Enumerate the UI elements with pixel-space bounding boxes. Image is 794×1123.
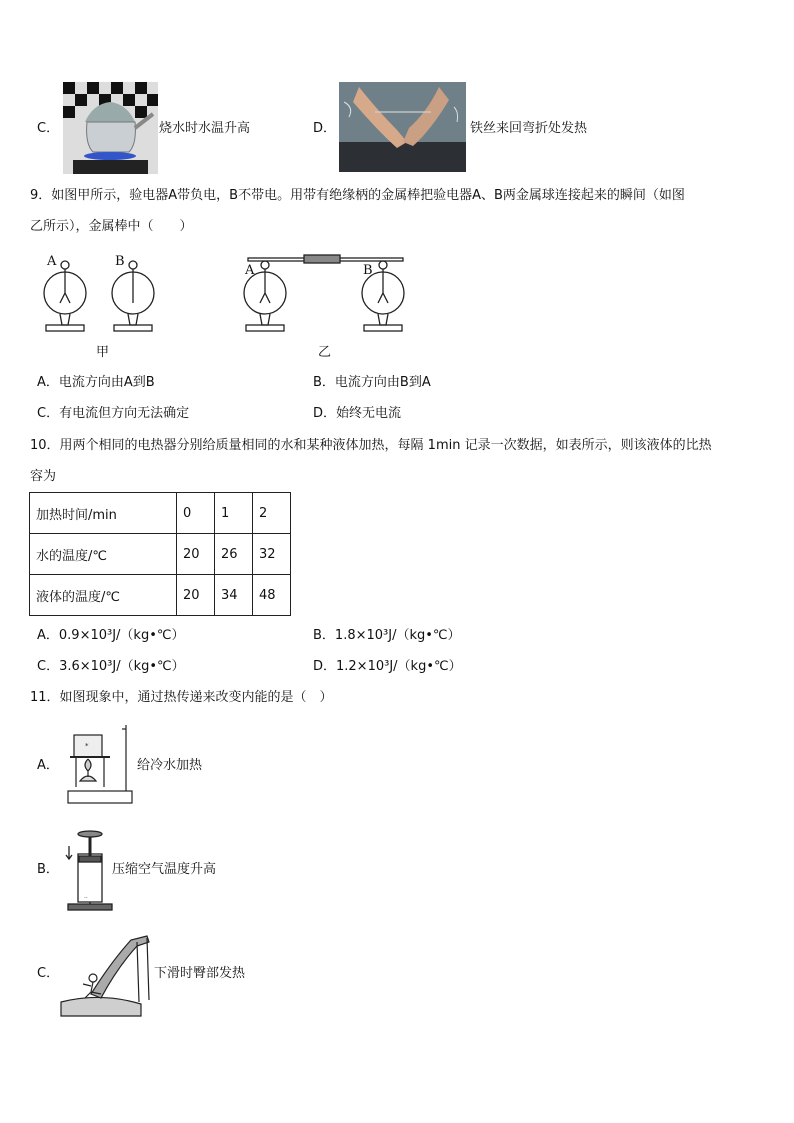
table-cell: 20 [177, 534, 215, 575]
question-10-option-a[interactable]: A．0.9×10³J/（kg•℃） [37, 628, 185, 643]
svg-text:*: * [85, 742, 89, 750]
question-11-option-a-text[interactable]: 给冷水加热 [137, 758, 203, 773]
table-cell: 0 [177, 493, 215, 534]
option-d-letter: D． [313, 121, 337, 136]
table-row [30, 493, 291, 534]
question-9-option-d[interactable]: D．始终无电流 [313, 406, 402, 421]
beaker-heating-picture [66, 725, 136, 807]
table-cell: 26 [215, 534, 253, 575]
question-10-option-b[interactable]: B．1.8×10³J/（kg•℃） [313, 628, 461, 643]
electroscope-figure-yi [238, 253, 408, 338]
question-11-option-c-letter[interactable]: C． [37, 966, 60, 981]
question-11-option-b-text[interactable]: 压缩空气温度升高 [112, 862, 217, 877]
figure-caption-yi: 乙 [318, 345, 332, 360]
air-compression-cylinder-picture [64, 830, 112, 914]
question-10-stem-line1: 10．用两个相同的电热器分别给质量相同的水和某种液体加热，每隔 1min 记录一次数据，如表所示，则该液体的比热 [30, 438, 712, 453]
electroscope-b-label-jia: B [115, 254, 125, 269]
table-row [30, 575, 291, 616]
electroscope-a-label-jia: A [47, 254, 57, 269]
table-cell: 34 [215, 575, 253, 616]
question-9-option-c[interactable]: C．有电流但方向无法确定 [37, 406, 190, 421]
bending-wire-photo [339, 82, 466, 172]
question-11-stem: 11．如图现象中，通过热传递来改变内能的是（ ） [30, 690, 333, 705]
table-cell: 加热时间/min [30, 493, 177, 534]
svg-text:..: .. [84, 893, 88, 900]
question-10-option-d[interactable]: D．1.2×10³J/（kg•℃） [313, 659, 462, 674]
question-11-option-c-text[interactable]: 下滑时臀部发热 [154, 966, 246, 981]
table-cell: 20 [177, 575, 215, 616]
table-cell: 32 [253, 534, 291, 575]
table-cell: 液体的温度/℃ [30, 575, 177, 616]
question-10-stem-line2: 容为 [30, 469, 57, 484]
table-cell: 2 [253, 493, 291, 534]
question-9-stem-line1: 9．如图甲所示，验电器A带负电，B不带电。用带有绝缘柄的金属棒把验电器A、B两金属球连接起来的瞬间（如图 [30, 188, 685, 203]
figure-caption-jia: 甲 [96, 345, 110, 360]
question-9-option-b[interactable]: B．电流方向由B到A [313, 375, 431, 390]
kettle-photo [63, 82, 158, 174]
heating-data-table [29, 492, 291, 616]
table-cell: 1 [215, 493, 253, 534]
slide-picture [61, 932, 154, 1016]
option-c-text: 烧水时水温升高 [159, 121, 251, 136]
question-9-option-a[interactable]: A．电流方向由A到B [37, 375, 155, 390]
electroscope-figure-jia [40, 253, 170, 338]
question-9-stem-line2: 乙所示），金属棒中（ ） [30, 219, 193, 234]
question-11-option-a-letter[interactable]: A． [37, 758, 59, 773]
question-11-option-b-letter[interactable]: B． [37, 862, 59, 877]
electroscope-a-label-yi: A [245, 263, 255, 278]
electroscope-b-label-yi: B [363, 263, 373, 278]
table-row [30, 534, 291, 575]
table-cell: 水的温度/℃ [30, 534, 177, 575]
option-d-text: 铁丝来回弯折处发热 [470, 121, 588, 136]
table-cell: 48 [253, 575, 291, 616]
question-10-option-c[interactable]: C．3.6×10³J/（kg•℃） [37, 659, 185, 674]
option-c-letter: C． [37, 121, 60, 136]
